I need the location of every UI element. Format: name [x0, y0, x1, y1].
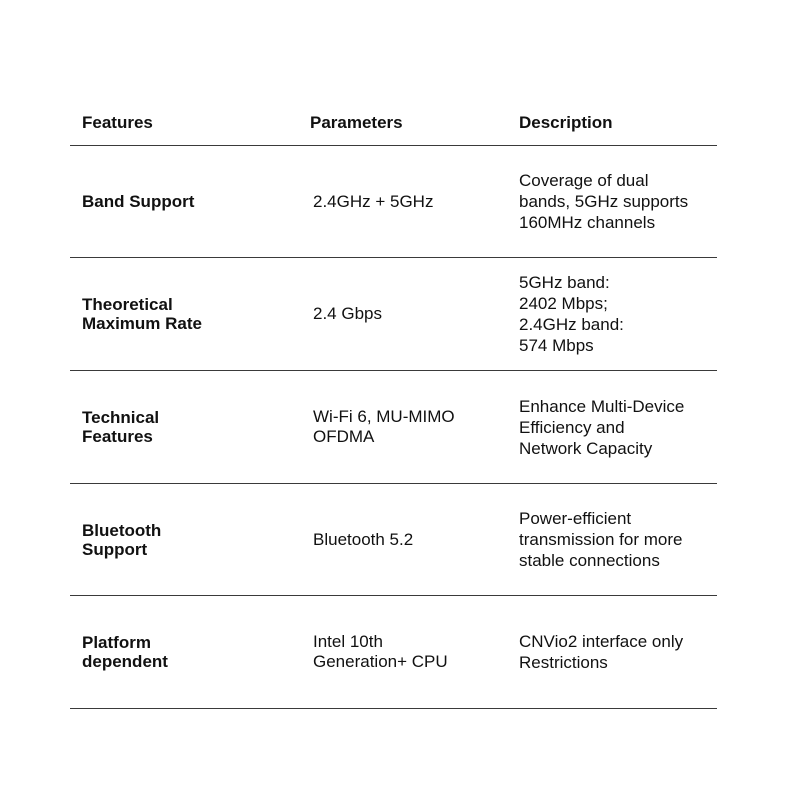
feature-cell: Technical Features — [82, 408, 160, 446]
header-parameters: Parameters — [310, 113, 403, 132]
parameter-cell: Intel 10th Generation+ CPU — [313, 632, 448, 671]
table-row-platform-dependent — [70, 596, 717, 709]
description-cell: CNVio2 interface only Restrictions — [519, 632, 684, 672]
header-features: Features — [82, 113, 153, 132]
feature-cell: Platform dependent — [82, 633, 168, 671]
description-cell: Enhance Multi-Device Efficiency and Network Capacity — [519, 396, 685, 458]
parameter-cell: 2.4 Gbps — [313, 304, 382, 323]
header-description: Description — [519, 113, 613, 132]
table-row-technical-features — [70, 371, 717, 484]
description-cell: Coverage of dual bands, 5GHz supports 160MHz channels — [519, 171, 689, 232]
table-header-row — [70, 112, 717, 146]
feature-cell: Bluetooth Support — [82, 520, 162, 559]
feature-cell: Band Support — [82, 192, 195, 211]
table-row-bluetooth-support — [70, 484, 717, 596]
description-cell: Power-efficient transmission for more stable connections — [519, 509, 683, 570]
parameter-cell: 2.4GHz + 5GHz — [313, 191, 434, 211]
feature-cell: Theoretical Maximum Rate — [82, 295, 202, 333]
description-cell: 5GHz band: 2402 Mbps; 2.4GHz band: 574 Mbps — [519, 273, 624, 355]
table-row-maximum-rate — [70, 258, 717, 371]
parameter-cell: Wi-Fi 6, MU-MIMO OFDMA — [313, 407, 455, 446]
parameter-cell: Bluetooth 5.2 — [313, 529, 414, 549]
table-row-band-support — [70, 146, 717, 258]
